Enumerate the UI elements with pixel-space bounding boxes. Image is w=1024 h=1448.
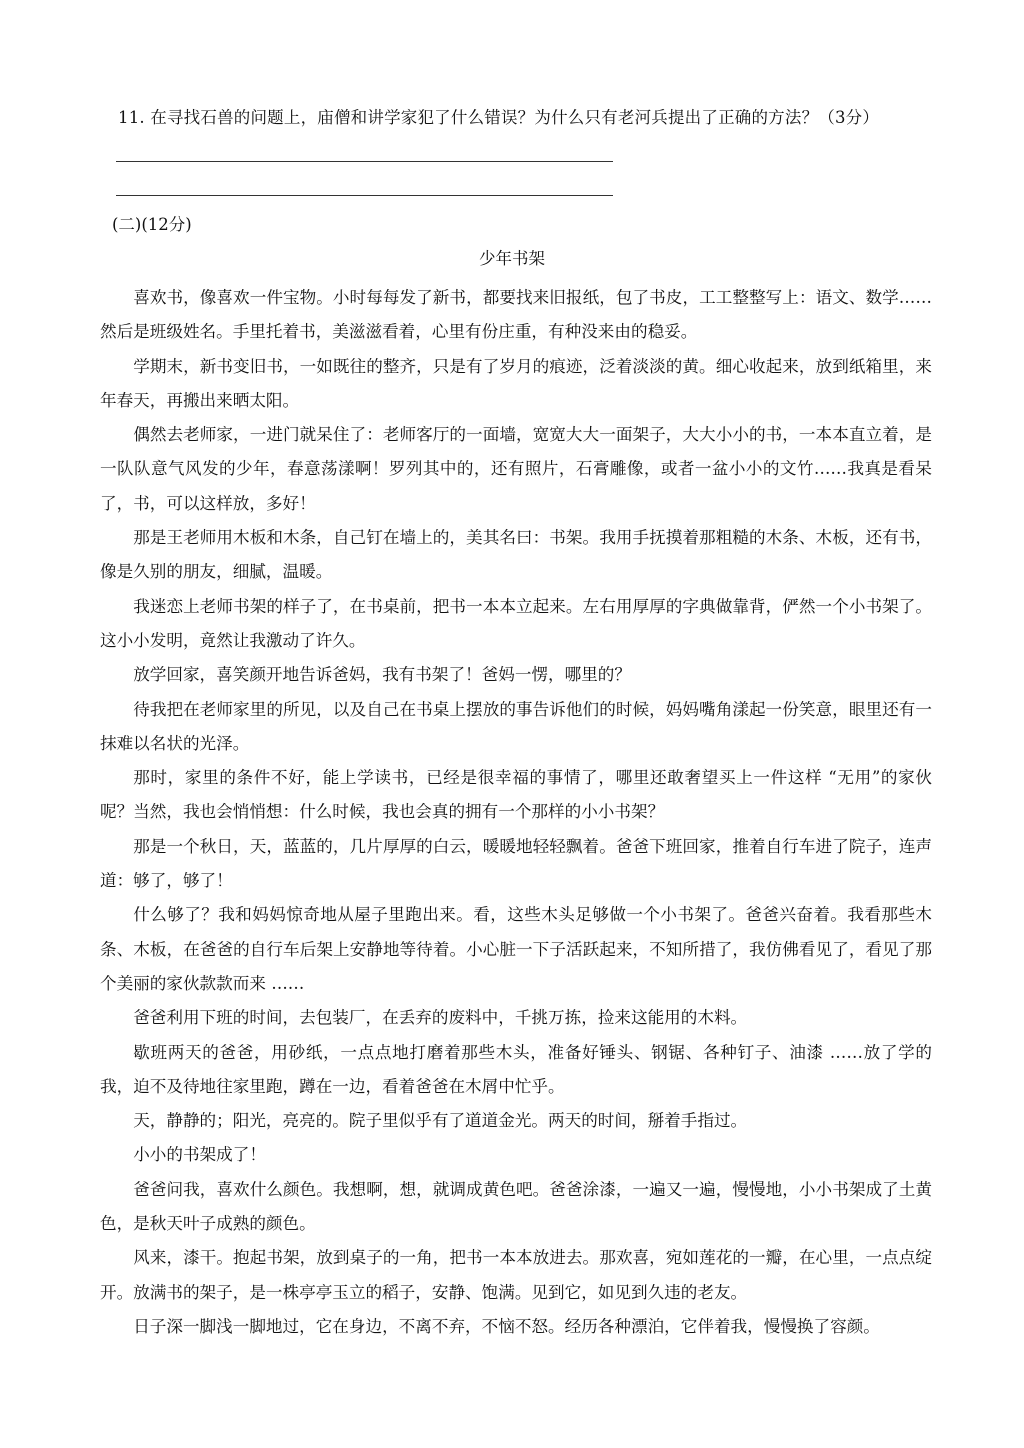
answer-line bbox=[116, 195, 613, 196]
essay-paragraph: 喜欢书，像喜欢一件宝物。小时每每发了新书，都要找来旧报纸，包了书皮，工工整整写上：语文、数学……然后是班级姓名。手里托着书，美滋滋看着，心里有份庄重，有种没来由的稳妥。 bbox=[100, 288, 932, 342]
essay-paragraph: 小小的书架成了！ bbox=[133, 1145, 266, 1165]
essay-paragraph: 那是王老师用木板和木条，自己钉在墙上的，美其名曰：书架。我用手抚摸着那粗糙的木条、木板，还有书，像是久别的朋友，细腻，温暖。 bbox=[100, 528, 932, 582]
essay-paragraph: 日子深一脚浅一脚地过，它在身边，不离不弃，不恼不怒。经历各种漂泊，它伴着我，慢慢换了容颜。 bbox=[133, 1316, 880, 1336]
essay-body bbox=[100, 281, 932, 1344]
essay-paragraph: 那时，家里的条件不好，能上学读书，已经是很幸福的事情了，哪里还敢奢望买上一件这样 “无用”的家伙呢？当然，我也会悄悄想：什么时候，我也会真的拥有一个那样的小小书架？ bbox=[100, 768, 932, 822]
essay-paragraph: 爸爸问我，喜欢什么颜色。我想啊，想，就调成黄色吧。爸爸涂漆，一遍又一遍，慢慢地，小小书架成了土黄色，是秋天叶子成熟的颜色。 bbox=[100, 1179, 932, 1234]
essay-paragraph: 待我把在老师家里的所见，以及自己在书桌上摆放的事告诉他们的时候，妈妈嘴角漾起一份笑意，眼里还有一抹难以名状的光泽。 bbox=[100, 699, 932, 753]
essay-paragraph: 偶然去老师家，一进门就呆住了：老师客厅的一面墙，宽宽大大一面架子，大大小小的书，一本本直立着，是一队队意气风发的少年，春意荡漾啊！罗列其中的，还有照片，石膏雕像，或者一盆小小的文竹……我真是看呆了，书，可以这样放，多好！ bbox=[100, 425, 932, 513]
essay-paragraph: 歇班两天的爸爸，用砂纸，一点点地打磨着那些木头，准备好锤头、钢锯、各种钉子、油漆 ……放了学的我，迫不及待地往家里跑，蹲在一边，看着爸爸在木屑中忙乎。 bbox=[100, 1042, 932, 1096]
answer-line bbox=[116, 161, 613, 162]
essay-paragraph: 那是一个秋日，天，蓝蓝的，几片厚厚的白云，暖暖地轻轻飘着。爸爸下班回家，推着自行车进了院子，连声道：够了，够了！ bbox=[100, 836, 932, 891]
essay-paragraph: 我迷恋上老师书架的样子了，在书桌前，把书一本本立起来。左右用厚厚的字典做靠背，俨然一个小书架了。这小小发明，竟然让我激动了许久。 bbox=[100, 596, 932, 650]
essay-paragraph: 学期末，新书变旧书，一如既往的整齐，只是有了岁月的痕迹，泛着淡淡的黄。细心收起来，放到纸箱里，来年春天，再搬出来晒太阳。 bbox=[100, 356, 932, 410]
question-11: 11. 在寻找石兽的问题上，庙僧和讲学家犯了什么错误？为什么只有老河兵提出了正确的方法？（3分） bbox=[118, 108, 880, 127]
essay-paragraph: 什么够了？我和妈妈惊奇地从屋子里跑出来。看，这些木头足够做一个小书架了。爸爸兴奋着。我看那些木条、木板，在爸爸的自行车后架上安静地等待着。小心脏一下子活跃起来，不知所措了，我仿佛看见了，看见了那个美丽的家伙款款而来 …… bbox=[100, 905, 932, 993]
section-heading: (二)(12分) bbox=[112, 215, 192, 234]
essay-paragraph: 放学回家，喜笑颜开地告诉爸妈，我有书架了！爸妈一愣，哪里的？ bbox=[133, 665, 631, 685]
essay-paragraph: 爸爸利用下班的时间，去包装厂，在丢弃的废料中，千挑万拣，捡来这能用的木料。 bbox=[133, 1008, 748, 1028]
essay-title: 少年书架 bbox=[479, 249, 545, 268]
essay-paragraph: 天，静静的；阳光，亮亮的。院子里似乎有了道道金光。两天的时间，掰着手指过。 bbox=[133, 1111, 748, 1131]
essay-paragraph: 风来，漆干。抱起书架，放到桌子的一角，把书一本本放进去。那欢喜，宛如莲花的一瓣，在心里，一点点绽开。放满书的架子，是一株亭亭玉立的稻子，安静、饱满。见到它，如见到久违的老友。 bbox=[100, 1248, 932, 1302]
